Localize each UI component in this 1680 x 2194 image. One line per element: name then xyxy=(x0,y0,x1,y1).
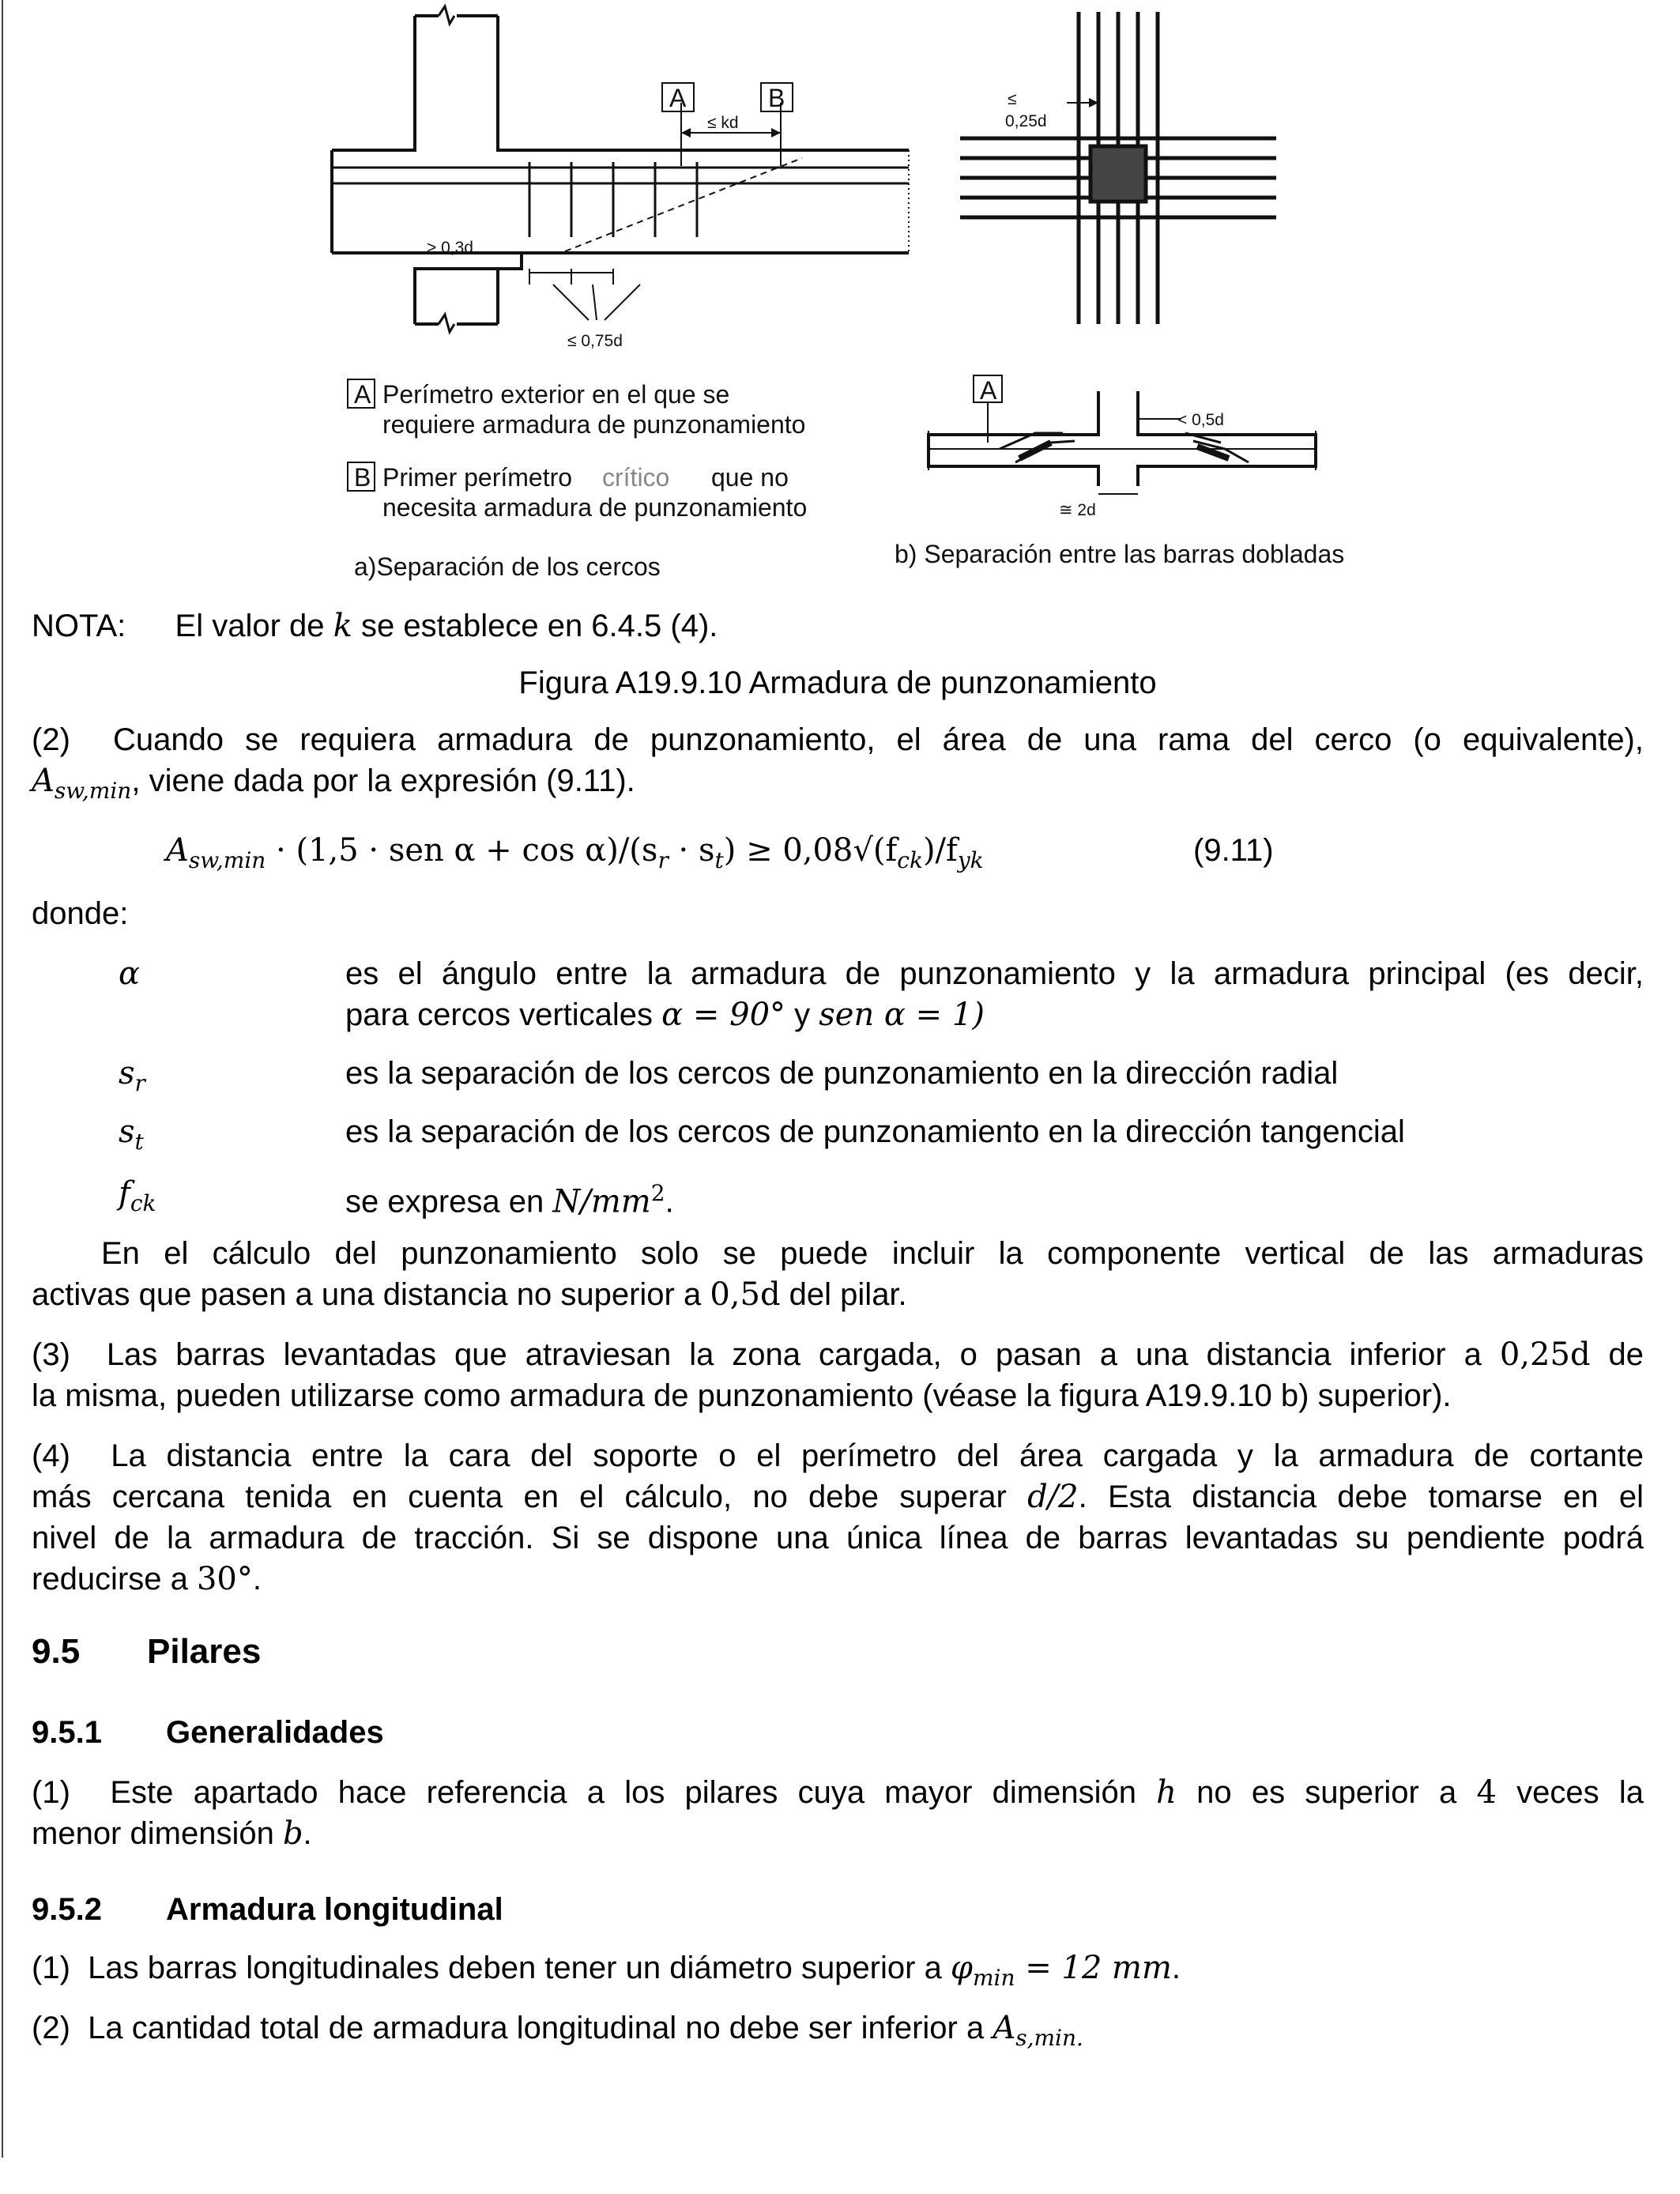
box-b-label: B xyxy=(768,84,785,112)
figure-a19-9-10 xyxy=(0,0,1680,601)
formula-st-sub: t xyxy=(714,847,724,873)
p4-line3: nivel de la armadura de tracción. Si se dispone una única línea de barras levantadas su pendiente podrá xyxy=(32,1521,1644,1555)
def-alpha-mid: y xyxy=(785,997,819,1032)
p952-1: (1) Las barras longitudinales deben tener un diámetro superior a $\varphi_{min} = 12$ mm. xyxy=(32,1950,1181,1991)
section-9-5-heading: 9.5 Pilares xyxy=(32,1632,262,1671)
def-alpha-pre: para cercos verticales xyxy=(345,997,662,1032)
label-le-075d: ≤ 0,75d xyxy=(567,332,623,350)
def-alpha-line2 xyxy=(345,994,1644,1035)
p951-1-line1: (1) Este apartado hace referencia a los pilares cuya mayor dimensión h no es superior a 4 veces la xyxy=(32,1774,1644,1811)
p2-line1-text: Cuando se requiera armadura de punzonamiento, el área de una rama del cerco (o equivalente), xyxy=(112,722,1644,757)
p2-line2 xyxy=(32,760,1644,812)
caption-b: b) Separación entre las barras dobladas xyxy=(895,540,1345,568)
legend-b-line2: necesita armadura de punzonamiento xyxy=(382,493,808,522)
p4-line2: más cercana tenida en cuenta en el cálculo, no debe superar d/2. Esta distancia debe tomarse en el xyxy=(32,1479,1644,1515)
para-activas-line1: En el cálculo del punzonamiento solo se puede incluir la componente vertical de las armaduras xyxy=(101,1236,1644,1271)
p2-asw-sub: sw,min xyxy=(54,778,132,804)
caption-a: a)Separación de los cercos xyxy=(354,552,661,581)
label-le-kd: ≤ kd xyxy=(707,114,739,132)
donde-label: donde: xyxy=(32,896,129,931)
nota-line xyxy=(32,605,1644,647)
legend-a-line1: Perímetro exterior en el que se xyxy=(382,380,730,409)
def-alpha-m2: sen α = 1) xyxy=(819,997,985,1033)
formula-dot: · s xyxy=(668,832,715,869)
panel-a-drawing xyxy=(332,6,909,332)
nota-var: k xyxy=(333,608,352,644)
def-alpha-symbol: α xyxy=(119,956,141,992)
formula-fck-sub: ck xyxy=(897,847,923,873)
section-box-a-label: A xyxy=(980,376,997,405)
formula-lhs-sub: sw,min xyxy=(188,847,266,873)
section-9-5-2-heading: 9.5.2 Armadura longitudinal xyxy=(32,1892,503,1927)
para-activas-line2: activas que pasen a una distancia no superior a 0,5d del pilar. xyxy=(32,1276,907,1313)
p3-line2: la misma, pueden utilizarse como armadura de punzonamiento (véase la figura A19.9.10 b) superior). xyxy=(32,1378,1452,1413)
p2-line2-text: , viene dada por la expresión (9.11). xyxy=(131,763,635,798)
p4-line4: reducirse a 30°. xyxy=(32,1561,262,1597)
def-alpha-m1: α = 90° xyxy=(661,997,786,1033)
p951-1-line2: menor dimensión b. xyxy=(32,1815,312,1852)
nota-post: se establece en 6.4.5 (4). xyxy=(352,609,718,643)
legend-b-line1-post: que no xyxy=(711,463,789,492)
label-approx-2d: ≅ 2d xyxy=(1059,501,1096,519)
legend-b-box: B xyxy=(354,463,371,492)
p952-2: (2) La cantidad total de armadura longitudinal no debe ser inferior a $A_{s,min.}$ xyxy=(32,2010,1083,2051)
formula-number: (9.11) xyxy=(1193,833,1274,868)
formula-mid: · (1,5 · sen α + cos α)/(s xyxy=(266,832,658,869)
def-sr-symbol: $s_r$ xyxy=(119,1055,145,1096)
panel-b-plan xyxy=(960,12,1276,324)
formula-lhs: A xyxy=(166,832,189,869)
legend-b-line1-pre: Primer perímetro xyxy=(382,463,573,492)
formula-fyk-sub: yk xyxy=(957,847,984,873)
p4-line1: (4) La distancia entre la cara del soporte o el perímetro del área cargada y la armadura de cortante xyxy=(32,1438,1644,1473)
def-fck-text: se expresa en $N/mm^2$. xyxy=(345,1180,674,1220)
legend-b-line1-mid: crítico xyxy=(602,463,670,492)
figure-title: Figura A19.9.10 Armadura de punzonamiento xyxy=(518,665,1157,700)
formula-sr-sub: r xyxy=(657,847,669,873)
legend-a-box: A xyxy=(354,380,371,409)
def-st-text: es la separación de los cercos de punzonamiento en la dirección tangencial xyxy=(345,1114,1405,1149)
def-fck-symbol: $f_{ck}$ xyxy=(119,1175,156,1216)
formula-ge: ) ≥ 0,08√(f xyxy=(723,832,898,869)
box-a-label: A xyxy=(669,84,687,112)
def-alpha-line1: es el ángulo entre la armadura de punzonamiento y la armadura principal (es decir, xyxy=(345,956,1644,991)
nota-pre: El valor de xyxy=(175,609,333,643)
p2-line1 xyxy=(32,719,1644,760)
label-le: ≤ xyxy=(1008,90,1017,108)
label-gt-03d: > 0,3d xyxy=(427,239,473,257)
label-lt-05d: < 0,5d xyxy=(1177,411,1224,429)
p2-num: (2) xyxy=(32,722,70,757)
nota-label: NOTA: xyxy=(32,609,126,643)
p3-line1: (3) Las barras levantadas que atraviesan la zona cargada, o pasan a una distancia inferior a 0,25d de xyxy=(32,1336,1644,1373)
formula-9-11 xyxy=(166,830,1351,881)
p2-asw: A xyxy=(32,763,55,799)
legend-a-line2: requiere armadura de punzonamiento xyxy=(382,410,806,439)
label-025d: 0,25d xyxy=(1005,112,1047,130)
def-sr-text: es la separación de los cercos de punzonamiento en la dirección radial xyxy=(345,1056,1339,1091)
def-st-symbol: $s_t$ xyxy=(119,1114,144,1155)
section-9-5-1-heading: 9.5.1 Generalidades xyxy=(32,1715,384,1750)
formula-div: )/f xyxy=(922,832,958,869)
